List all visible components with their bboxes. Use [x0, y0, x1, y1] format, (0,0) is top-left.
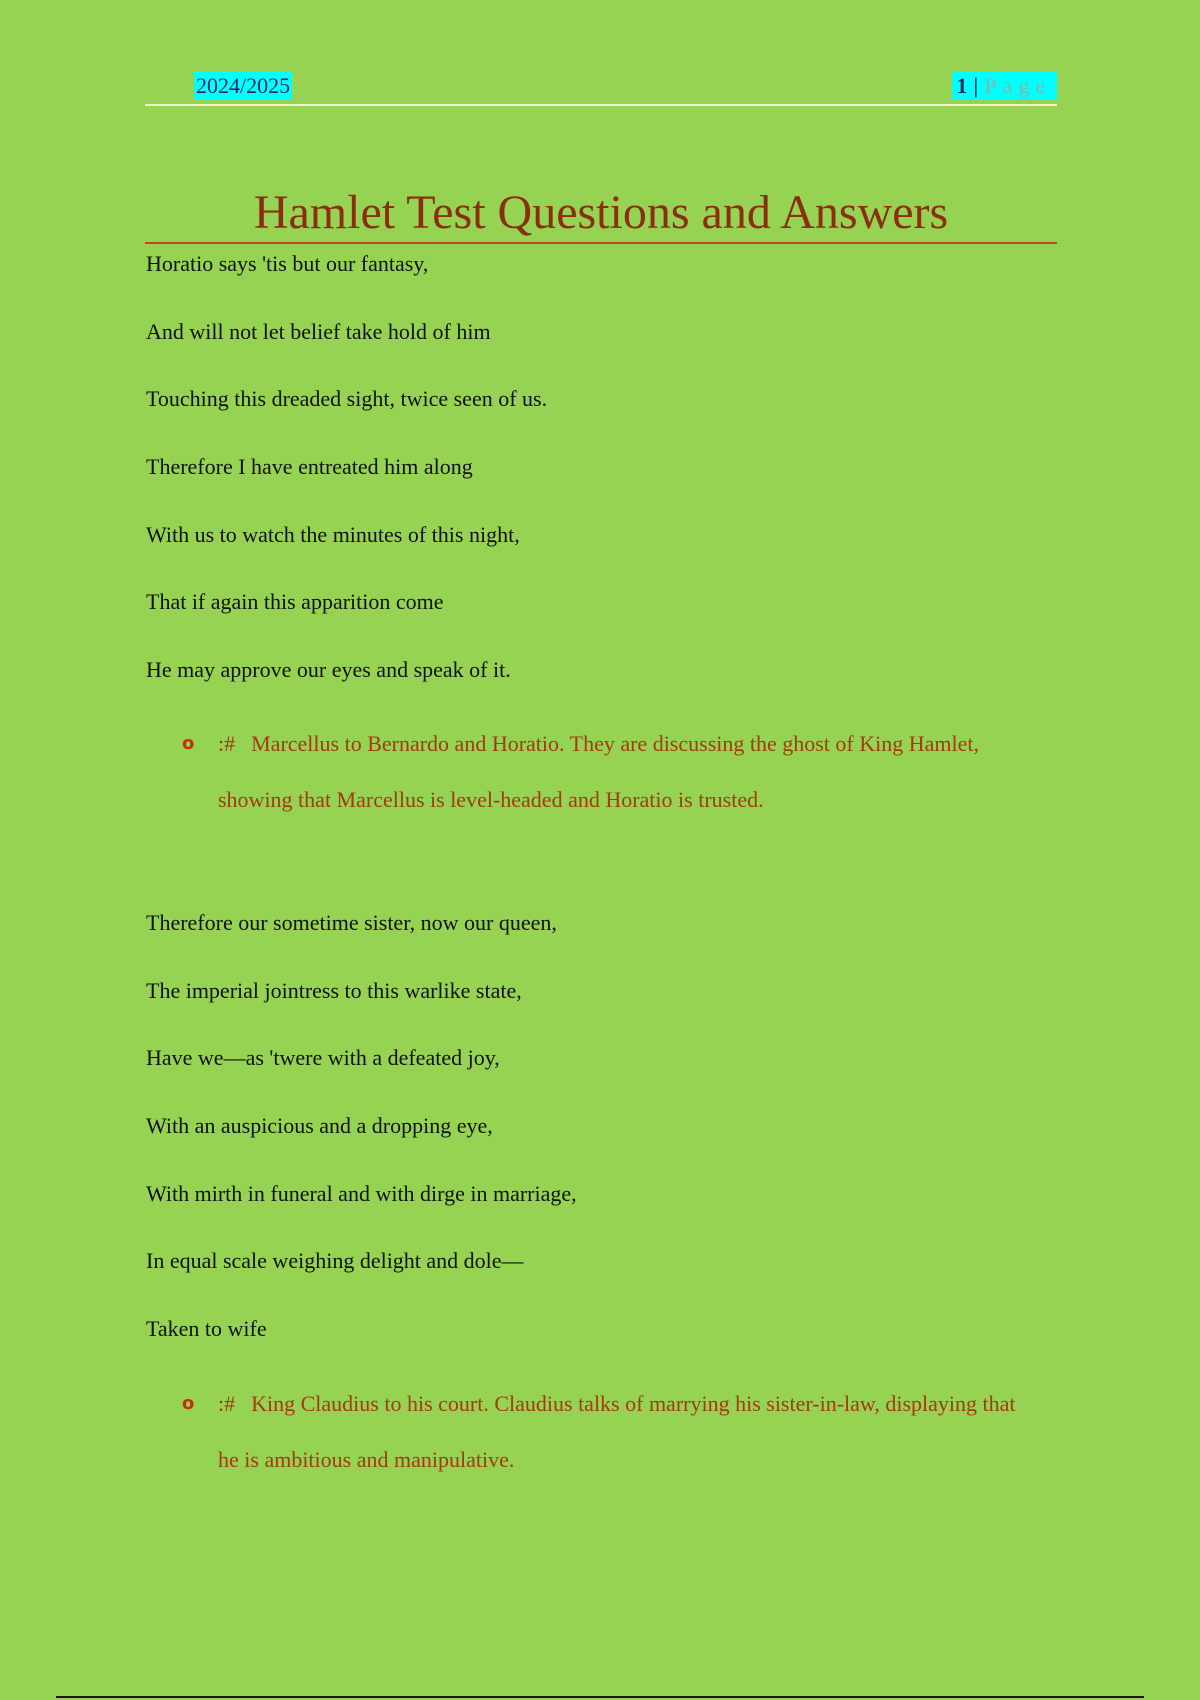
passage1-line-3: Touching this dreaded sight, twice seen of us.	[146, 386, 548, 411]
answer-marker: :#	[218, 1391, 236, 1416]
page-number: 1	[956, 73, 968, 98]
hollow-circle-bullet-icon: o	[182, 1393, 195, 1414]
passage1-line-7: He may approve our eyes and speak of it.	[146, 657, 511, 682]
passage2-line-2: The imperial jointress to this warlike state,	[146, 978, 522, 1003]
page-header	[145, 68, 1057, 106]
passage1-line-5: With us to watch the minutes of this night,	[146, 522, 520, 547]
document-title: Hamlet Test Questions and Answers	[145, 184, 1057, 244]
passage2-line-7: Taken to wife	[146, 1316, 267, 1341]
answer-text: Marcellus to Bernardo and Horatio. They are discussing the ghost of King Hamlet, showing that Marcellus is level-headed and Horatio is trusted.	[218, 731, 979, 812]
passage2-line-1: Therefore our sometime sister, now our queen,	[146, 910, 557, 935]
passage1-line-2: And will not let belief take hold of him	[146, 319, 491, 344]
passage2-line-6: In equal scale weighing delight and dole—	[146, 1248, 524, 1273]
passage1-answer	[182, 716, 1038, 828]
page-word: Page	[984, 73, 1051, 98]
passage2-line-5: With mirth in funeral and with dirge in marriage,	[146, 1181, 577, 1206]
passage1-line-4: Therefore I have entreated him along	[146, 454, 473, 479]
passage1-line-1: Horatio says 'tis but our fantasy,	[146, 251, 429, 276]
passage2-line-4: With an auspicious and a dropping eye,	[146, 1113, 493, 1138]
passage2-line-3: Have we—as 'twere with a defeated joy,	[146, 1045, 500, 1070]
passage1-line-6: That if again this apparition come	[146, 589, 444, 614]
passage2-answer	[182, 1376, 1038, 1488]
header-year: 2024/2025	[196, 73, 291, 98]
hollow-circle-bullet-icon: o	[182, 733, 195, 754]
page-separator: |	[973, 73, 979, 98]
header-page-indicator	[952, 72, 1057, 100]
footer-divider	[56, 1696, 1144, 1698]
answer-text: King Claudius to his court. Claudius talks of marrying his sister-in-law, displaying that he is ambitious and manipulative.	[218, 1391, 1016, 1472]
answer-marker: :#	[218, 731, 236, 756]
